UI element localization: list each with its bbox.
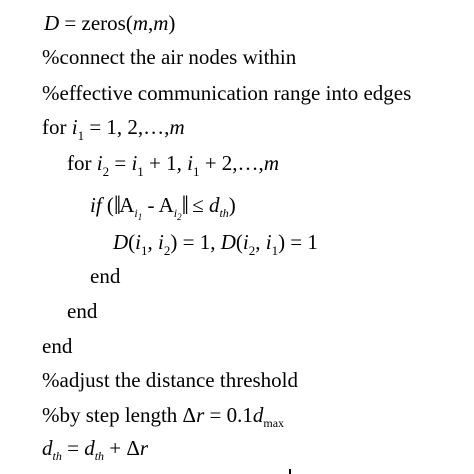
var-i: i	[135, 230, 142, 254]
var-m: m	[153, 11, 169, 35]
keyword-if: if	[90, 193, 102, 217]
end-inner-for: end	[67, 299, 98, 323]
subscript: 1	[77, 128, 85, 143]
var-d: d	[208, 193, 220, 217]
subscript-th: th	[94, 449, 105, 463]
equals: =	[109, 151, 132, 175]
code-line-update-threshold	[42, 438, 148, 462]
code-line-zeros	[44, 13, 175, 34]
subscript-i2	[174, 206, 182, 220]
var-r: r	[196, 403, 205, 427]
subscript: 2	[163, 243, 171, 258]
subscript-var: i	[173, 206, 178, 220]
equals-one: ) = 1,	[170, 230, 221, 254]
code-line-for-i1	[42, 117, 185, 142]
paren-close: )	[228, 193, 236, 217]
plus-two: + 2,…,	[199, 151, 264, 175]
comment-effective-range: %effective communication range into edges	[42, 81, 412, 105]
var-i: i	[158, 230, 164, 254]
var-i: i	[187, 151, 193, 175]
subscript: 2	[248, 243, 256, 258]
var-m: m	[132, 11, 148, 35]
comment-step-length	[42, 405, 284, 429]
paren-open: (	[235, 230, 243, 254]
equals-one: ) = 1	[278, 230, 318, 254]
code-line-for-i2	[67, 153, 279, 178]
keyword-for: for	[67, 151, 92, 175]
plus-delta: + Δ	[104, 436, 140, 460]
subscript: 1	[192, 164, 200, 179]
code-line-assign-edges	[113, 232, 318, 257]
equals-value: = 0.1	[204, 403, 253, 427]
range-values: = 1, 2,…,	[84, 115, 170, 139]
matrix-A: A	[119, 193, 135, 217]
matrix-A: A	[158, 193, 174, 217]
subscript-index: 1	[137, 212, 143, 222]
subscript-th: th	[219, 206, 229, 220]
comma: ,	[147, 230, 159, 254]
plus-one: + 1,	[143, 151, 188, 175]
comment-adjust-threshold: %adjust the distance threshold	[42, 368, 299, 392]
var-d: d	[42, 436, 53, 460]
zeros-call: = zeros(	[59, 11, 133, 35]
var-i: i	[131, 151, 138, 175]
keyword-for: for	[42, 115, 67, 139]
var-D: D	[44, 11, 60, 35]
subscript: 1	[271, 243, 279, 258]
var-m: m	[169, 115, 185, 139]
less-equal: ≤	[186, 193, 209, 217]
equals: =	[61, 436, 85, 460]
norm-right: ‖	[181, 191, 187, 220]
var-i: i	[96, 151, 103, 175]
var-d: d	[252, 403, 264, 427]
paren-open: (	[128, 230, 136, 254]
comma: ,	[148, 11, 154, 35]
subscript: 1	[141, 243, 148, 258]
clipped-next-line-mark	[0, 468, 474, 474]
subscript: 2	[102, 164, 110, 179]
paren-open: (	[101, 193, 114, 217]
code-line-if-condition	[90, 193, 236, 222]
var-m: m	[263, 151, 279, 175]
var-i: i	[242, 230, 249, 254]
var-i: i	[71, 115, 78, 139]
comment-connect-air-nodes: %connect the air nodes within	[42, 45, 297, 69]
subscript-max: max	[263, 416, 285, 430]
var-D: D	[220, 230, 236, 254]
comment-text: %by step length Δ	[42, 403, 197, 427]
subscript-var: i	[134, 206, 138, 220]
end-outer-for: end	[42, 334, 73, 358]
var-d: d	[84, 436, 95, 460]
subscript-th: th	[52, 449, 62, 463]
subscript-index: 2	[177, 212, 182, 222]
var-r: r	[139, 436, 149, 460]
paren-close: )	[168, 11, 176, 35]
norm-left: ‖	[113, 191, 120, 220]
comma: ,	[255, 230, 266, 254]
var-D: D	[113, 230, 129, 254]
end-if: end	[90, 264, 121, 288]
minus: -	[142, 193, 159, 217]
var-i: i	[265, 230, 272, 254]
clipped-previous-line	[0, 0, 474, 6]
subscript: 1	[137, 164, 144, 179]
